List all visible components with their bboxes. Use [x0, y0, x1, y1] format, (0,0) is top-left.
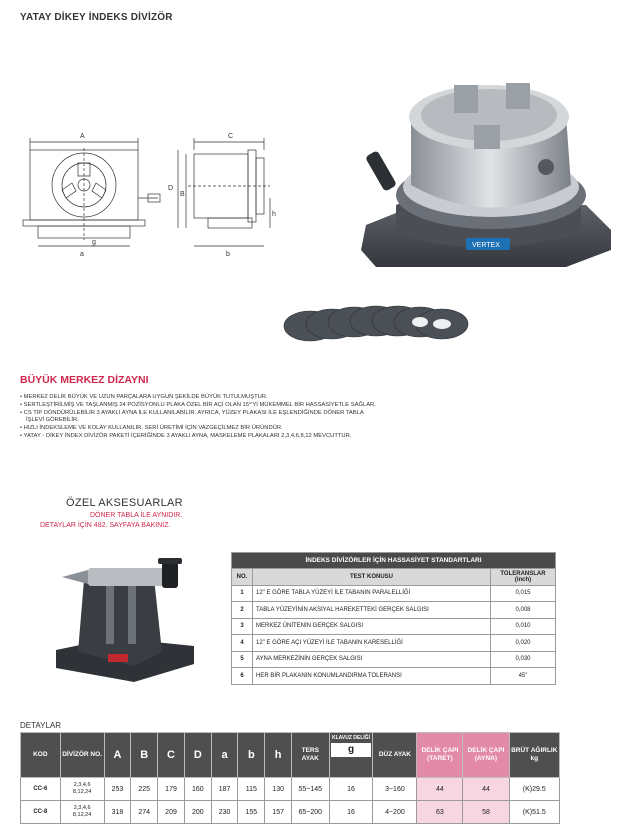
- test-description: HER BİR PLAKANIN KONUMLANDIRMA TOLERANSI: [253, 668, 491, 685]
- feature-item: • MERKEZ DELİK BÜYÜK VE UZUN PARÇALARA UYGUN ŞEKİLDE BÜYÜK TUTULMUŞTUR.: [20, 394, 380, 402]
- column-header-test: TEST KONUSU: [253, 569, 491, 586]
- column-header-tolerance: [491, 569, 556, 586]
- table-row: [232, 602, 556, 619]
- cell-b: 115: [238, 778, 265, 801]
- cell-g: 16: [329, 778, 373, 801]
- cell-d-upper: 200: [184, 801, 211, 824]
- dim-label-c: C: [228, 133, 234, 140]
- brand-plate: VERTEX: [472, 242, 500, 249]
- page-title: YATAY DİKEY İNDEKS DİVİZÖR: [20, 12, 173, 23]
- row-number: 2: [232, 602, 253, 619]
- accessories-note: DÖNER TABLA İLE AYNIDIR.: [90, 512, 183, 519]
- header-kod: KOD: [21, 733, 61, 778]
- features-list: [20, 394, 380, 441]
- tolerance-value: 0,015: [491, 585, 556, 602]
- cell-ters-ayak: 65~200: [292, 801, 330, 824]
- cell-c-upper: 179: [158, 778, 185, 801]
- dim-label-d: D: [168, 185, 174, 192]
- cell-divizor-line1: 2,3,4,6: [73, 782, 91, 788]
- header-duz-ayak: DÜZ AYAK: [373, 733, 417, 778]
- cell-delik-taret: 63: [417, 801, 463, 824]
- dim-label-h: h: [272, 211, 276, 218]
- header-a-upper: A: [104, 733, 131, 778]
- cell-d-upper: 160: [184, 778, 211, 801]
- cell-b: 155: [238, 801, 265, 824]
- feature-item: • HIZLI İNDEKSLEME VE KOLAY KULLANILIR. SERİ ÜRETİMİ İÇİN VAZGEÇİLMEZ BİR ÜRÜNDÜR.: [20, 425, 380, 433]
- header-ters-ayak: TERS AYAK: [292, 733, 330, 778]
- tolerance-value: 0,008: [491, 602, 556, 619]
- cell-delik-taret: 44: [417, 778, 463, 801]
- dim-label-b-upper: B: [180, 191, 185, 198]
- precision-table-title: İNDEKS DİVİZÖRLER İÇİN HASSASİYET STANDARTLARI: [232, 553, 556, 569]
- cell-g: 16: [329, 801, 373, 824]
- header-b: b: [238, 733, 265, 778]
- column-header-no: NO.: [232, 569, 253, 586]
- dim-label-b: b: [226, 251, 230, 258]
- cell-a: 230: [211, 801, 238, 824]
- header-g: g: [331, 743, 372, 757]
- table-row: [232, 585, 556, 602]
- cell-h: 157: [265, 801, 292, 824]
- features-title: BÜYÜK MERKEZ DİZAYNI: [20, 374, 149, 386]
- cell-b-upper: 274: [131, 801, 158, 824]
- table-row: [21, 801, 560, 824]
- tolerance-value: 45": [491, 668, 556, 685]
- cell-divizor-line1: 2,3,4,6: [73, 805, 91, 811]
- precision-standards-table: [231, 552, 556, 685]
- cell-divizor-line2: 8,12,24: [72, 812, 92, 818]
- cell-divizor-line2: 8,12,24: [72, 789, 92, 795]
- header-delik-ayna: DELİK ÇAPI (AYNA): [463, 733, 509, 778]
- cell-b-upper: 225: [131, 778, 158, 801]
- cell-delik-ayna: 44: [463, 778, 509, 801]
- header-c-upper: C: [158, 733, 185, 778]
- feature-item: • YATAY - DİKEY İNDEX DİVİZÖR PAKETİ İÇERİĞİNDE 3 AYAKLI AYNA, MASKELEME PLAKALARI 2,3,4,6,8,12 MEVCUTTUR.: [20, 433, 380, 441]
- table-row: [232, 618, 556, 635]
- tolerance-value: 0,030: [491, 651, 556, 668]
- test-description: 12" E GÖRE TABLA YÜZEYİ İLE TABANIN PARALELLİĞİ: [253, 585, 491, 602]
- cell-a-upper: 318: [104, 801, 131, 824]
- row-number: 6: [232, 668, 253, 685]
- test-description: AYNA MERKEZİNİN GERÇEK SALGISI: [253, 651, 491, 668]
- test-description: TABLA YÜZEYİNİN AKSİYAL HAREKETTEKİ GERÇEK SALGISI: [253, 602, 491, 619]
- cell-duz-ayak: 3~160: [373, 778, 417, 801]
- feature-item: • SERTLEŞTİRİLMİŞ VE TAŞLANMIŞ 24 POZİSYONLU PLAKA ÖZEL BİR AÇI OLAN 15°'Yİ MÜKEMMEL BİR HASSASİYETLE SAĞLAR.: [20, 402, 380, 410]
- cell-a: 187: [211, 778, 238, 801]
- tolerance-label: TOLERANSLAR: [500, 570, 546, 577]
- table-row: [232, 651, 556, 668]
- masking-plates-photo: [280, 300, 480, 348]
- dim-label-a-upper: A: [80, 133, 85, 140]
- tolerance-unit: (inch): [514, 576, 532, 583]
- header-divizor: DİVİZÖR NO.: [60, 733, 104, 778]
- accessories-title: ÖZEL AKSESUARLAR: [66, 497, 183, 509]
- row-number: 4: [232, 635, 253, 652]
- cell-brut-agirlik: (K)29.5: [509, 778, 560, 801]
- cell-kod: CC-6: [21, 778, 61, 801]
- header-klavuz: [329, 733, 373, 778]
- cell-ters-ayak: 55~145: [292, 778, 330, 801]
- cell-brut-agirlik: (K)51.5: [509, 801, 560, 824]
- row-number: 1: [232, 585, 253, 602]
- cell-c-upper: 209: [158, 801, 185, 824]
- dim-label-a: a: [80, 251, 84, 258]
- cell-a-upper: 253: [104, 778, 131, 801]
- row-number: 3: [232, 618, 253, 635]
- table-row: [232, 635, 556, 652]
- row-number: 5: [232, 651, 253, 668]
- technical-drawing: [18, 128, 280, 260]
- accessories-reference: DETAYLAR İÇİN 482. SAYFAYA BAKINIZ.: [40, 522, 171, 529]
- cell-h: 130: [265, 778, 292, 801]
- header-h: h: [265, 733, 292, 778]
- table-row: [232, 668, 556, 685]
- test-description: MERKEZ ÜNİTENİN GERÇEK SALGISI: [253, 618, 491, 635]
- feature-item: • CS TİP DÖNDÜRÜLEBİLİR 3 AYAKLI AYNA İLE KULLANILABİLİR. AYRICA, YÜZEY PLAKASI İLE EŞLENDİĞİNDE DÖNER TABLA İŞLEVİ GÖREBİLİR.: [20, 410, 380, 426]
- cell-divizor: [60, 801, 104, 824]
- header-klavuz-label: KLAVUZ DELİĞİ: [332, 735, 370, 741]
- details-title: DETAYLAR: [20, 721, 62, 730]
- cell-divizor: [60, 778, 104, 801]
- table-row: [21, 778, 560, 801]
- test-description: 12" E GÖRE AÇI YÜZEYİ İLE TABANIN KARESELLİĞİ: [253, 635, 491, 652]
- cell-delik-ayna: 58: [463, 801, 509, 824]
- header-delik-taret: DELİK ÇAPI (TARET): [417, 733, 463, 778]
- cell-duz-ayak: 4~200: [373, 801, 417, 824]
- header-brut-agirlik: BRÜT AĞIRLIK kg: [509, 733, 560, 778]
- header-d-upper: D: [184, 733, 211, 778]
- dim-label-g: g: [92, 239, 96, 246]
- cell-kod: CC-8: [21, 801, 61, 824]
- header-a: a: [211, 733, 238, 778]
- tolerance-value: 0,010: [491, 618, 556, 635]
- tailstock-photo: [44, 540, 200, 700]
- details-table: [20, 732, 560, 824]
- header-b-upper: B: [131, 733, 158, 778]
- dividing-head-photo: [356, 55, 616, 295]
- tolerance-value: 0,020: [491, 635, 556, 652]
